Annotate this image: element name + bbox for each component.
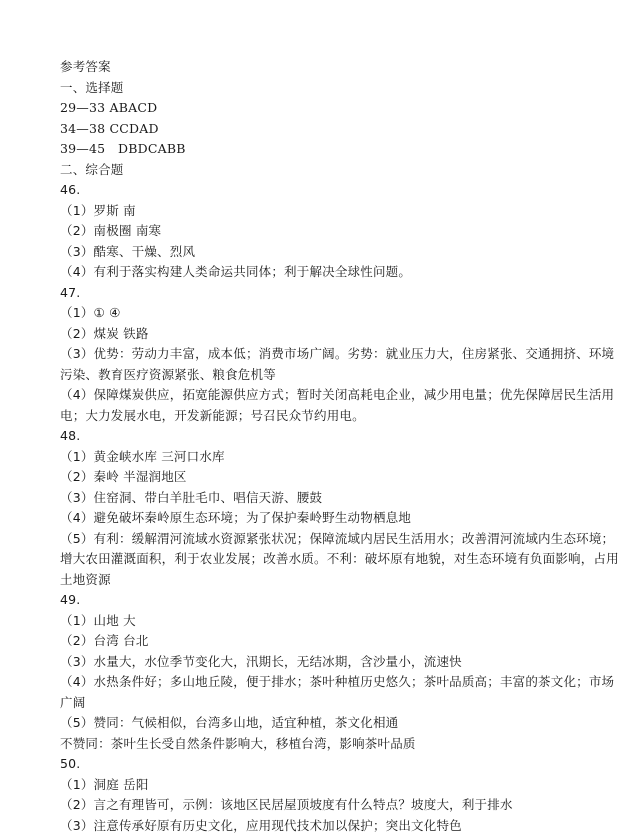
choice-answer-line: 29—33 ABACD (60, 98, 620, 119)
answer-line: （4）保障煤炭供应，拓宽能源供应方式；暂时关闭高耗电企业，减少用电量；优先保障居民生活用电；大力发展水电，开发新能源；号召民众节约用电。 (60, 385, 620, 426)
choice-answer-line: 34—38 CCDAD (60, 119, 620, 140)
question-number: 47. (60, 283, 620, 304)
answer-line: （3）酷寒、干燥、烈风 (60, 242, 620, 263)
answer-line: （3）住窑洞、带白羊肚毛巾、唱信天游、腰鼓 (60, 488, 620, 509)
answer-line: （3）优势：劳动力丰富，成本低；消费市场广阔。劣势：就业压力大，住房紧张、交通拥挤、环境污染、教育医疗资源紧张、粮食危机等 (60, 344, 620, 385)
answer-line: （2）秦岭 半湿润地区 (60, 467, 620, 488)
answer-line: （1）罗斯 南 (60, 201, 620, 222)
answer-line: （4）水热条件好；多山地丘陵，便于排水；茶叶种植历史悠久；茶叶品质高；丰富的茶文化；市场广阔 (60, 672, 620, 713)
answer-line: （2）南极圈 南寒 (60, 221, 620, 242)
answer-line: （3）水量大，水位季节变化大，汛期长，无结冰期，含沙量小，流速快 (60, 652, 620, 673)
answer-line: （1）山地 大 (60, 611, 620, 632)
choice-answer-line: 39—45 DBDCABB (60, 139, 620, 160)
answer-line: （2）台湾 台北 (60, 631, 620, 652)
answer-line: 不赞同：茶叶生长受自然条件影响大，移植台湾，影响茶叶品质 (60, 734, 620, 755)
answer-line: （2）言之有理皆可，示例：该地区民居屋顶坡度有什么特点？坡度大，利于排水 (60, 795, 620, 816)
answer-document (60, 57, 620, 836)
answer-line: （5）有利：缓解渭河流域水资源紧张状况；保障流域内居民生活用水；改善渭河流域内生态环境；增大农田灌溉面积，利于农业发展；改善水质。不利：破坏原有地貌，对生态环境有负面影响，占用土地资源 (60, 529, 620, 591)
answer-line: （3）注意传承好原有历史文化，应用现代技术加以保护；突出文化特色 (60, 816, 620, 836)
answer-line: （1）① ④ (60, 303, 620, 324)
question-number: 46. (60, 180, 620, 201)
answer-line: （1）洞庭 岳阳 (60, 775, 620, 796)
answer-line: （5）赞同：气候相似，台湾多山地，适宜种植，茶文化相通 (60, 713, 620, 734)
question-number: 49. (60, 590, 620, 611)
answer-line: （1）黄金峡水库 三河口水库 (60, 447, 620, 468)
answer-line: （4）有利于落实构建人类命运共同体；利于解决全球性问题。 (60, 262, 620, 283)
answer-line: （4）避免破坏秦岭原生态环境；为了保护秦岭野生动物栖息地 (60, 508, 620, 529)
comprehensive-heading: 二、综合题 (60, 160, 620, 181)
choice-heading: 一、选择题 (60, 78, 620, 99)
document-title: 参考答案 (60, 57, 620, 78)
question-number: 50. (60, 754, 620, 775)
question-number: 48. (60, 426, 620, 447)
answer-line: （2）煤炭 铁路 (60, 324, 620, 345)
